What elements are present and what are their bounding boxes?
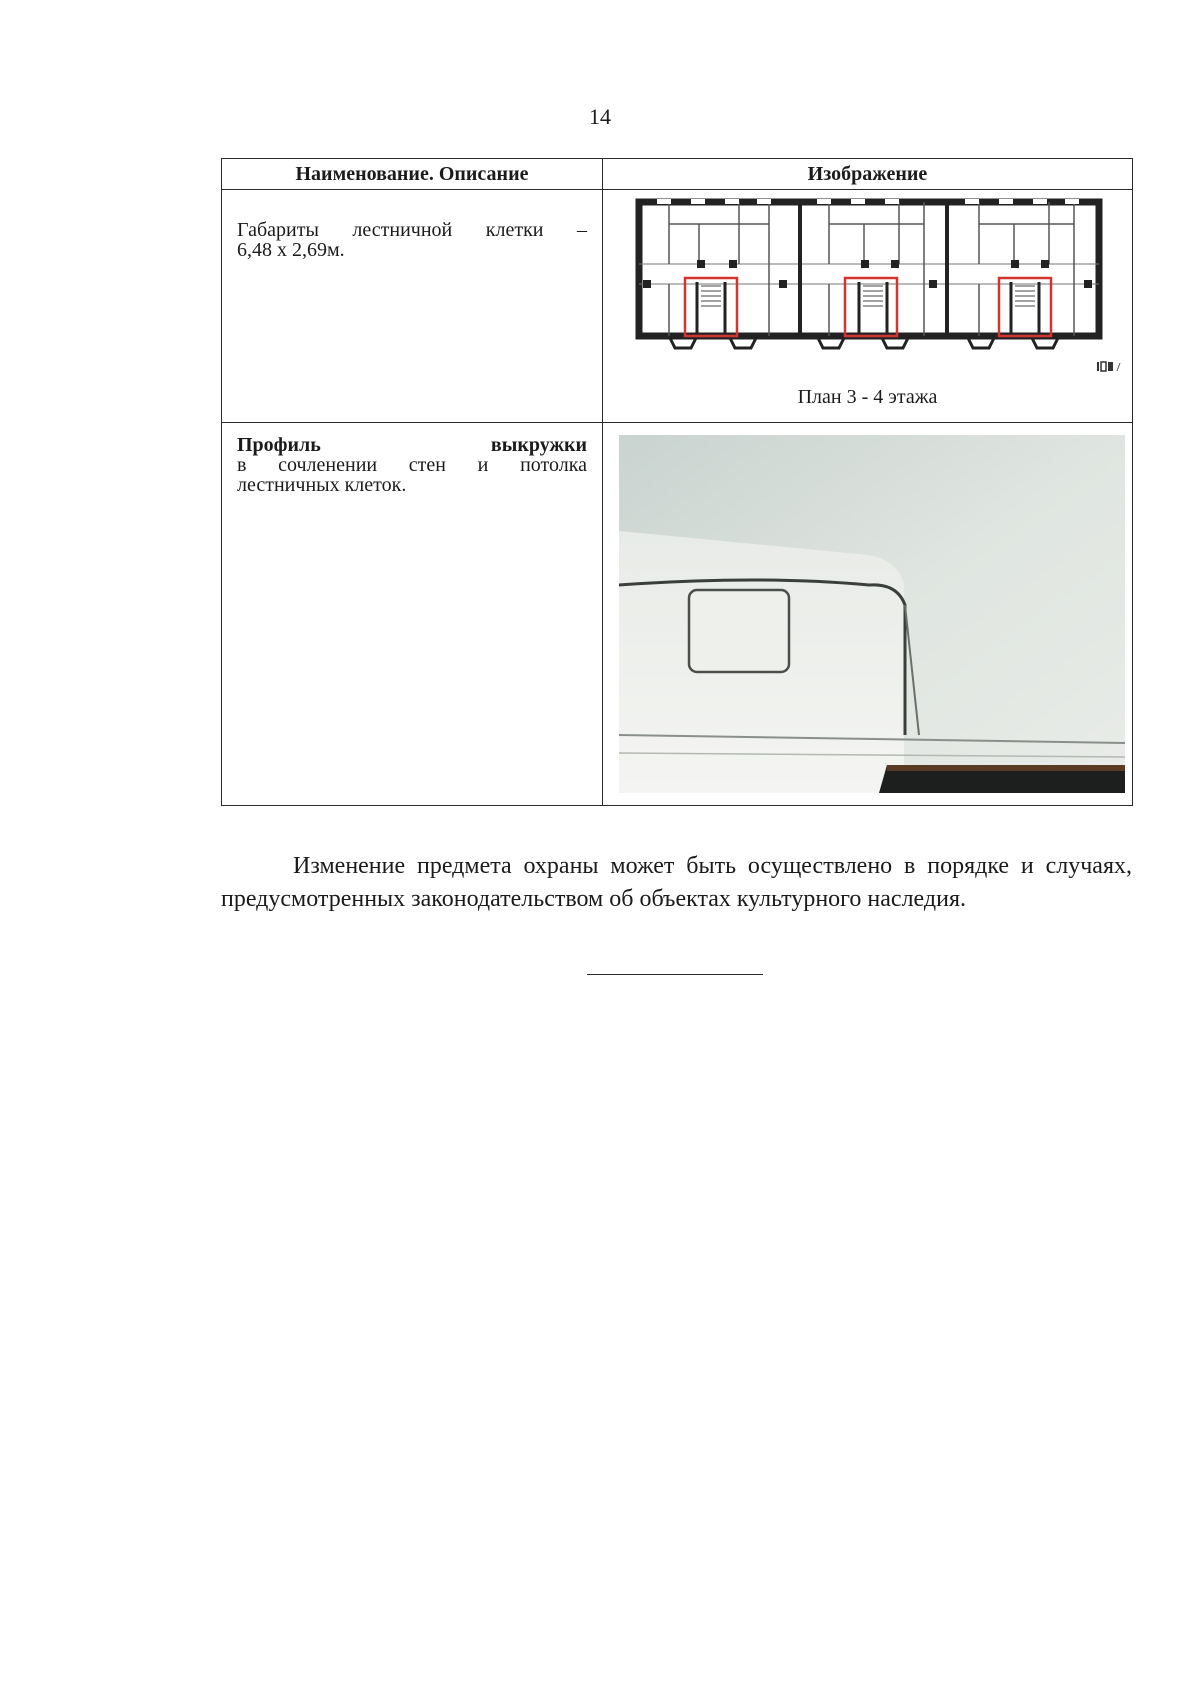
- cornice-photo: [619, 435, 1125, 793]
- description-line: 6,48 х 2,69м.: [237, 239, 345, 261]
- row-image-cell: [603, 423, 1133, 806]
- title-word: выкружки: [490, 434, 587, 456]
- header-image: Изображение: [603, 159, 1133, 190]
- title-word: Профиль: [237, 434, 321, 456]
- page-number: 14: [589, 104, 611, 129]
- scale-bar-icon: [1097, 360, 1125, 372]
- cornice-photo-figure: [603, 423, 1132, 805]
- description-title-line: [237, 435, 587, 455]
- floor-plan-figure: [603, 190, 1132, 422]
- end-separator-line: [587, 974, 763, 975]
- row-description-cell: [222, 423, 603, 806]
- description-line: в сочленении стен и потолка: [237, 454, 587, 476]
- cornice-profile-text: [222, 423, 602, 495]
- table-row: [222, 190, 1133, 423]
- row-image-cell: [603, 190, 1133, 423]
- floor-plan-drawing: [629, 194, 1107, 354]
- closing-paragraph: Изменение предмета охраны может быть осуществлено в порядке и случаях, предусмотренных законодательством об объектах культурного наследия.: [221, 853, 1132, 912]
- table-row: [222, 423, 1133, 806]
- table-header-row: [222, 159, 1133, 190]
- plan-caption: План 3 - 4 этажа: [797, 386, 938, 408]
- protection-subject-table: [221, 158, 1133, 806]
- header-name-description: Наименование. Описание: [222, 159, 603, 190]
- description-line: Габариты лестничной клетки –: [237, 219, 587, 241]
- row-description-cell: [222, 190, 603, 423]
- description-line: лестничных клеток.: [237, 474, 407, 496]
- stair-dimensions-text: [222, 190, 602, 260]
